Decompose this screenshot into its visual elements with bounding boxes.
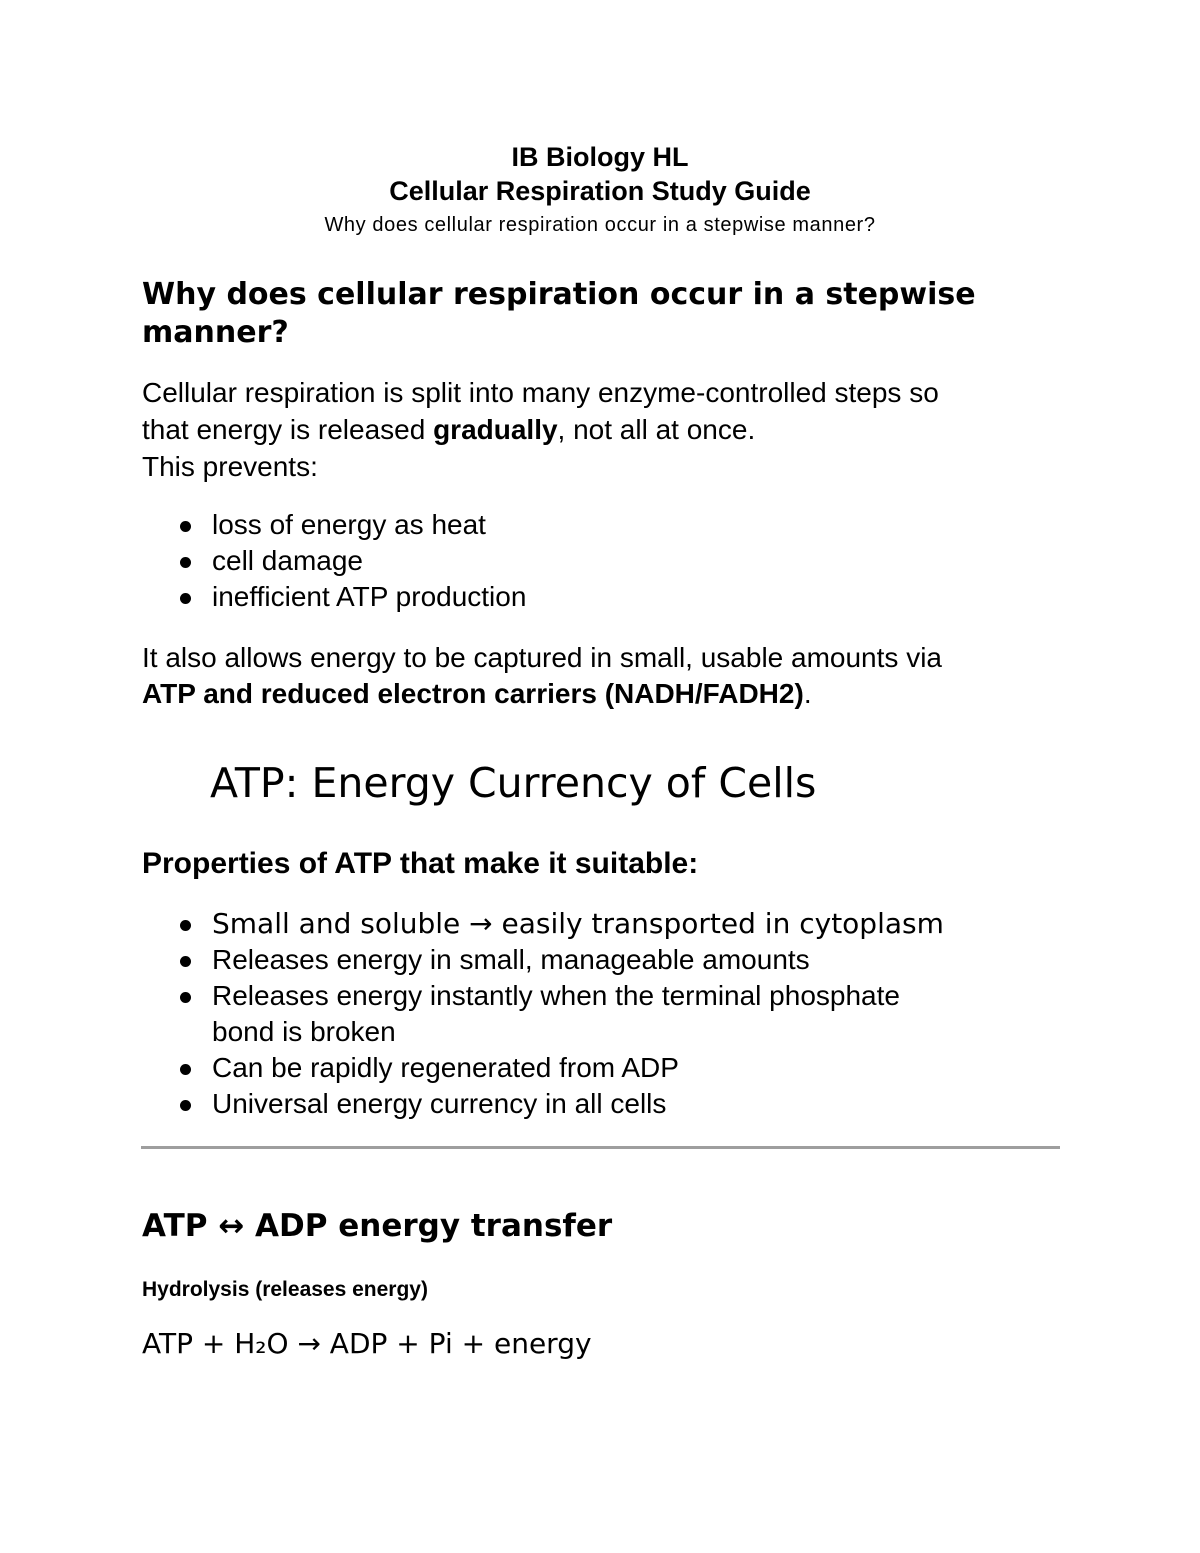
list-item-text-continued: bond is broken [212, 1016, 396, 1047]
list-item [142, 978, 1082, 1050]
stepwise-heading-line1: Why does cellular respiration occur in a stepwise [142, 277, 976, 312]
horizontal-divider [141, 1146, 1060, 1149]
stepwise-para-line1: Cellular respiration is split into many enzyme-controlled steps so [142, 377, 939, 408]
stepwise-para-line2 [142, 411, 1062, 448]
bullet-icon [180, 920, 191, 931]
properties-heading: Properties of ATP that make it suitable: [142, 847, 699, 880]
list-item [142, 906, 1082, 942]
capture-para-line1: It also allows energy to be captured in small, usable amounts via [142, 642, 942, 673]
list-item-text: Universal energy currency in all cells [212, 1088, 667, 1119]
list-item-text: Can be rapidly regenerated from ADP [212, 1052, 679, 1083]
energy-transfer-heading: ATP ↔ ADP energy transfer [142, 1208, 613, 1244]
bullet-icon [180, 521, 191, 532]
para-line2-prefix: that energy is released [142, 414, 434, 445]
bullet-icon [180, 593, 191, 604]
bullet-icon [180, 557, 191, 568]
capture-para-line2 [142, 676, 1082, 712]
list-item-text: inefficient ATP production [212, 581, 527, 612]
bullet-icon [180, 956, 191, 967]
stepwise-heading [142, 276, 1042, 352]
capture-para-end: . [803, 678, 812, 709]
document-question: Why does cellular respiration occur in a stepwise manner? [324, 214, 876, 236]
hydrolysis-heading: Hydrolysis (releases energy) [142, 1278, 428, 1301]
list-item-text: cell damage [212, 545, 363, 576]
bullet-icon [180, 1100, 191, 1111]
bullet-icon [180, 1064, 191, 1075]
document-subtitle: Cellular Respiration Study Guide [389, 176, 811, 206]
list-item-text: Releases energy instantly when the terminal phosphate [212, 980, 900, 1011]
stepwise-heading-line2: manner? [142, 315, 289, 350]
list-item [142, 579, 1062, 615]
gradually-emphasis: gradually [433, 414, 558, 445]
carriers-emphasis: ATP and reduced electron carriers (NADH/FADH2) [142, 678, 804, 709]
atp-section-heading: ATP: Energy Currency of Cells [210, 759, 817, 807]
list-item [142, 507, 1062, 543]
para-line2-suffix: , not all at once. [557, 414, 756, 445]
hydrolysis-equation: ATP + H₂O → ADP + Pi + energy [142, 1327, 592, 1360]
list-item-text: Releases energy in small, manageable amounts [212, 944, 810, 975]
properties-list [142, 906, 1082, 1122]
list-item-text: loss of energy as heat [212, 509, 486, 540]
list-item [142, 942, 1082, 978]
stepwise-paragraph [142, 374, 1062, 485]
document-title: IB Biology HL [511, 142, 689, 172]
stepwise-para-line3: This prevents: [142, 451, 318, 482]
list-item [142, 1086, 1082, 1122]
capture-paragraph [142, 640, 1082, 712]
list-item-text: Small and soluble → easily transported in cytoplasm [212, 907, 944, 940]
prevents-list [142, 507, 1062, 615]
list-item [142, 543, 1062, 579]
bullet-icon [180, 992, 191, 1003]
list-item [142, 1050, 1082, 1086]
